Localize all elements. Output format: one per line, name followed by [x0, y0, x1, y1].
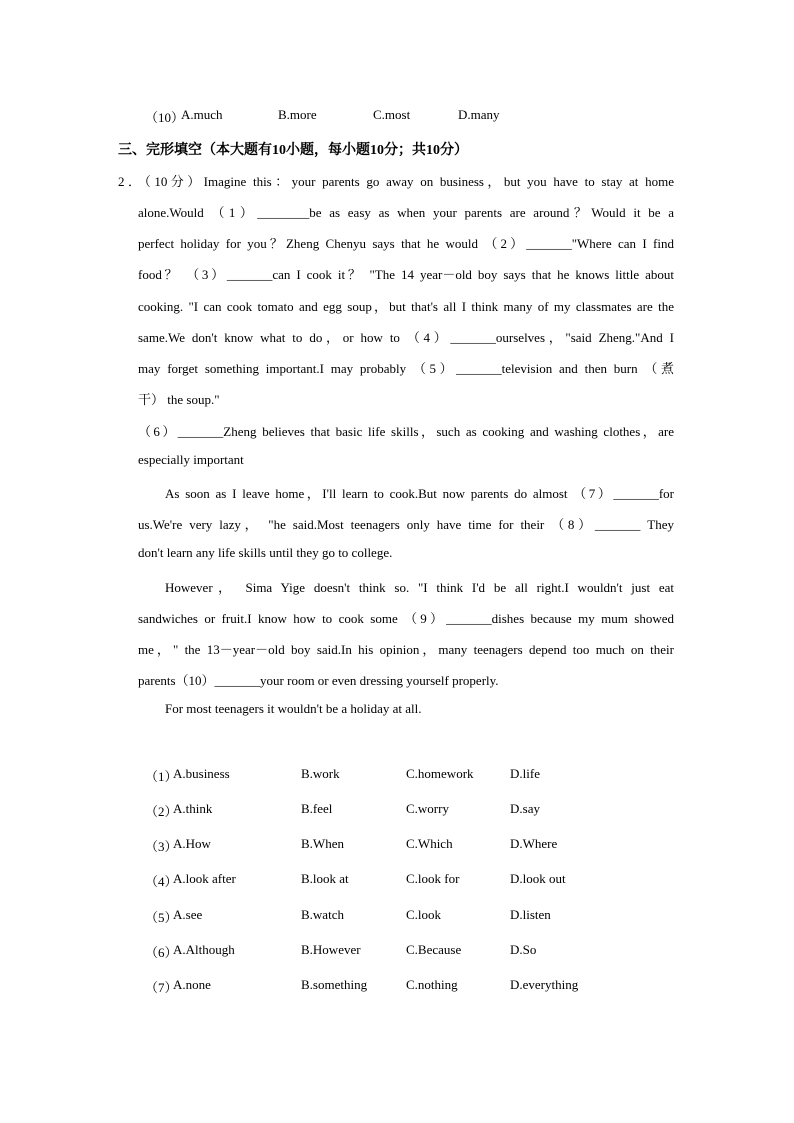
passage-line: However， Sima Yige doesn't think so. "I think I'd be all right.I wouldn't just eat — [165, 580, 674, 595]
passage-line: me，" the 13－year－old boy said.In his opinion，many teenagers depend too much on their — [138, 642, 674, 657]
option-a: A.business — [173, 766, 230, 781]
passage-line: same.We don't know what to do，or how to （4）_______ourselves，"said Zheng."And I — [138, 330, 674, 345]
passage-line: cooking. "I can cook tomato and egg soup，but that's all I think many of my classmates are the — [138, 299, 674, 314]
passage-line: parents（10）_______your room or even dressing yourself properly. — [138, 673, 499, 688]
top-option-c: C.most — [373, 107, 411, 122]
option-d: D.listen — [510, 907, 551, 922]
passage-line: food？ （3）_______can I cook it？ "The 14 year－old boy says that he knows little about — [138, 267, 674, 282]
option-number: （7） — [145, 980, 178, 995]
option-a: A.Although — [173, 942, 235, 957]
option-c: C.homework — [406, 766, 474, 781]
option-b: B.look at — [301, 871, 349, 886]
passage-line: （6）_______Zheng believes that basic life skills，such as cooking and washing clothes，are — [138, 424, 674, 439]
section-heading: 三、完形填空（本大题有10小题，每小题10分；共10分） — [118, 143, 468, 158]
option-number: （5） — [145, 910, 178, 925]
option-d: D.say — [510, 801, 540, 816]
option-c: C.look — [406, 907, 442, 922]
option-c: C.look for — [406, 871, 460, 886]
top-option-d: D.many — [458, 107, 500, 122]
passage-line: don't learn any life skills until they go to college. — [138, 545, 393, 560]
option-d: D.Where — [510, 836, 558, 851]
passage-line: For most teenagers it wouldn't be a holiday at all. — [165, 701, 422, 716]
option-number: （4） — [145, 874, 178, 889]
passage-line: alone.Would （1）________be as easy as when your parents are around？Would it be a — [138, 205, 674, 220]
option-number: （3） — [145, 839, 178, 854]
option-b: B.However — [301, 942, 361, 957]
option-d: D.everything — [510, 977, 579, 992]
option-d: D.life — [510, 766, 540, 781]
passage-line: sandwiches or fruit.I know how to cook some （9）_______dishes because my mum showed — [138, 611, 674, 626]
option-c: C.nothing — [406, 977, 458, 992]
option-b: B.work — [301, 766, 340, 781]
passage-line: 2．（10分）Imagine this：your parents go away on business，but you have to stay at home — [118, 174, 674, 189]
option-a: A.look after — [173, 871, 236, 886]
top-question-number: （10） — [145, 110, 185, 125]
top-option-a: A.much — [181, 107, 223, 122]
passage-line: us.We're very lazy， "he said.Most teenagers only have time for their （8）_______ They — [138, 517, 674, 532]
option-c: C.Because — [406, 942, 462, 957]
option-number: （6） — [145, 945, 178, 960]
passage-line: may forget something important.I may probably （5）_______television and then burn （煮 — [138, 361, 674, 376]
top-option-b: B.more — [278, 107, 317, 122]
option-a: A.How — [173, 836, 211, 851]
option-b: B.When — [301, 836, 344, 851]
option-number: （1） — [145, 769, 178, 784]
passage-line: 干） the soup." — [138, 392, 220, 407]
option-a: A.none — [173, 977, 211, 992]
option-b: B.something — [301, 977, 368, 992]
option-b: B.watch — [301, 907, 344, 922]
passage-line: perfect holiday for you？Zheng Chenyu says that he would （2）_______"Where can I find — [138, 236, 674, 251]
option-a: A.see — [173, 907, 203, 922]
passage-line: especially important — [138, 452, 244, 467]
passage-line: As soon as I leave home，I'll learn to cook.But now parents do almost （7）_______for — [165, 486, 674, 501]
option-c: C.worry — [406, 801, 449, 816]
option-d: D.look out — [510, 871, 566, 886]
option-a: A.think — [173, 801, 213, 816]
option-number: （2） — [145, 804, 178, 819]
option-b: B.feel — [301, 801, 333, 816]
option-d: D.So — [510, 942, 537, 957]
option-c: C.Which — [406, 836, 453, 851]
